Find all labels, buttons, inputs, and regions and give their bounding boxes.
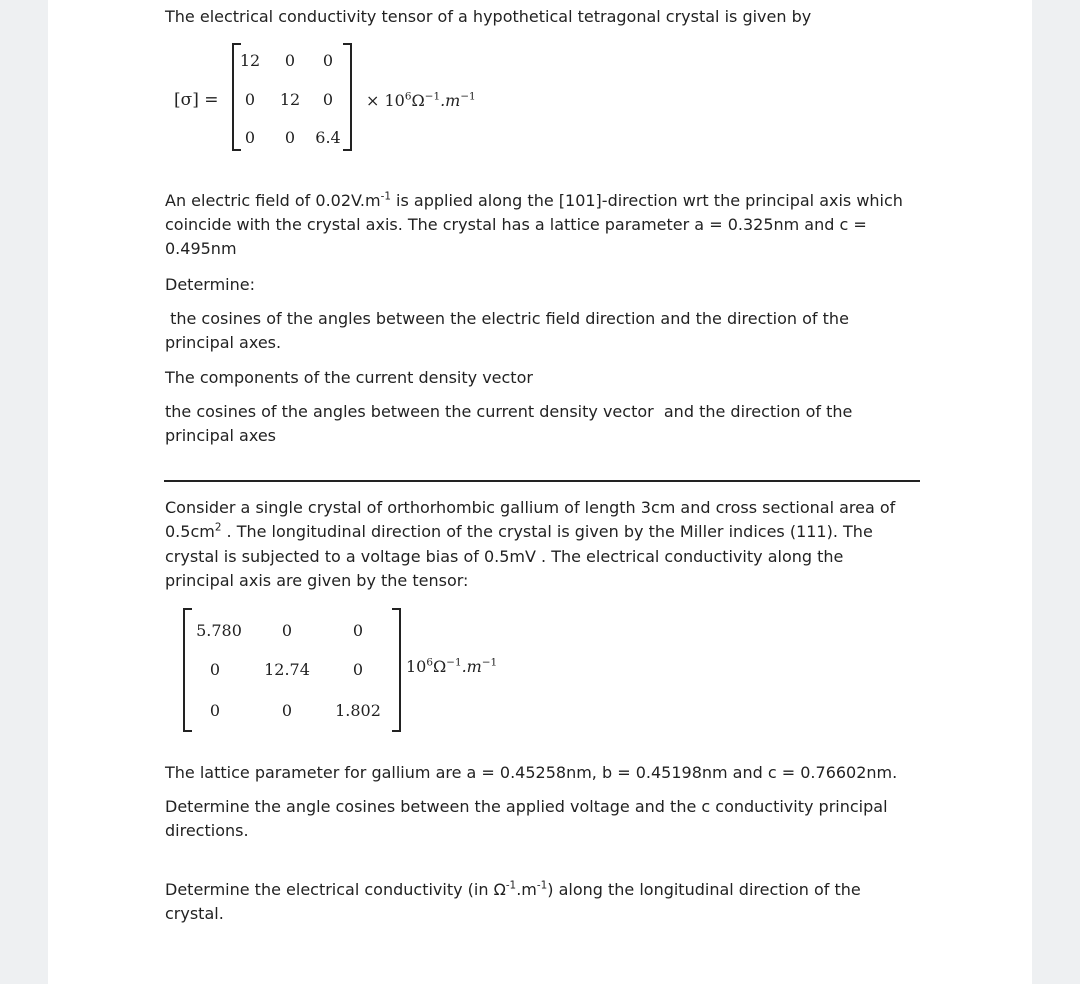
matrix2-cell: 1.802 <box>335 701 381 720</box>
matrix2-unit: $10^6\Omega^{-1}.m^{-1}$ <box>406 656 498 676</box>
matrix1-cell: 12 <box>279 90 301 109</box>
question1-line2: principal axes. <box>165 333 282 352</box>
field-text-line1: An electric field of $0.02V.m^{-1}$ is applied along the [101]-direction wrt the principal axis which <box>165 190 903 210</box>
tensor-label: [σ] = <box>174 90 219 110</box>
problem2-question2-line2: crystal. <box>165 904 224 923</box>
question1-line1: the cosines of the angles between the electric field direction and the direction of the <box>165 309 849 328</box>
matrix2-cell: 12.74 <box>264 660 310 679</box>
conductivity-matrix-2 <box>183 608 401 732</box>
problem2-question1-line2: directions. <box>165 821 249 840</box>
matrix1-cell: 0 <box>322 51 334 70</box>
matrix1-unit: × $10^6\Omega^{-1}.m^{-1}$ <box>366 90 476 110</box>
problem2-question2-line1: Determine the electrical conductivity (in $\Omega^{-1}.m^{-1}$) along the longitudinal direction of the <box>165 879 861 899</box>
problem2-line4: principal axis are given by the tensor: <box>165 571 469 590</box>
problem1-intro: The electrical conductivity tensor of a hypothetical tetragonal crystal is given by <box>165 7 812 26</box>
problem2-question1-line1: Determine the angle cosines between the applied voltage and the c conductivity principal <box>165 797 888 816</box>
matrix1-cell: 0 <box>244 90 256 109</box>
matrix2-cell: 0 <box>352 621 364 640</box>
question3-line2: principal axes <box>165 426 277 445</box>
matrix2-cell: 0 <box>209 660 221 679</box>
matrix-right-bracket <box>392 608 401 732</box>
question3-line1: the cosines of the angles between the current density vector and the direction of the <box>165 402 853 421</box>
matrix1-cell: 6.4 <box>315 128 341 147</box>
question2: The components of the current density vector <box>165 368 533 387</box>
problem2-line1: Consider a single crystal of orthorhombic gallium of length 3cm and cross sectional area of <box>165 498 896 517</box>
matrix1-cell: 0 <box>322 90 334 109</box>
problem2-line3: crystal is subjected to a voltage bias of 0.5mV . The electrical conductivity along the <box>165 547 844 566</box>
matrix2-cell: 0 <box>281 701 293 720</box>
problem2-line2: $0.5cm^2$ . The longitudinal direction of the crystal is given by the Miller indices (111). The <box>165 521 873 541</box>
section-divider <box>164 480 920 482</box>
matrix1-cell: 0 <box>284 128 296 147</box>
lattice-parameters: The lattice parameter for gallium are a = 0.45258nm, b = 0.45198nm and c = 0.76602nm. <box>165 763 898 782</box>
matrix2-cell: 0 <box>352 660 364 679</box>
conductivity-matrix-1 <box>232 43 352 151</box>
matrix2-cell: 0 <box>281 621 293 640</box>
matrix1-cell: 12 <box>239 51 261 70</box>
document-page <box>48 0 1032 984</box>
field-text-line2: coincide with the crystal axis. The crystal has a lattice parameter a = 0.325nm and c = <box>165 215 867 234</box>
matrix1-cell: 0 <box>244 128 256 147</box>
field-text-line3: 0.495nm <box>165 239 237 258</box>
matrix2-cell: 5.780 <box>196 621 242 640</box>
matrix1-cell: 0 <box>284 51 296 70</box>
matrix2-cell: 0 <box>209 701 221 720</box>
determine-heading: Determine: <box>165 275 255 294</box>
